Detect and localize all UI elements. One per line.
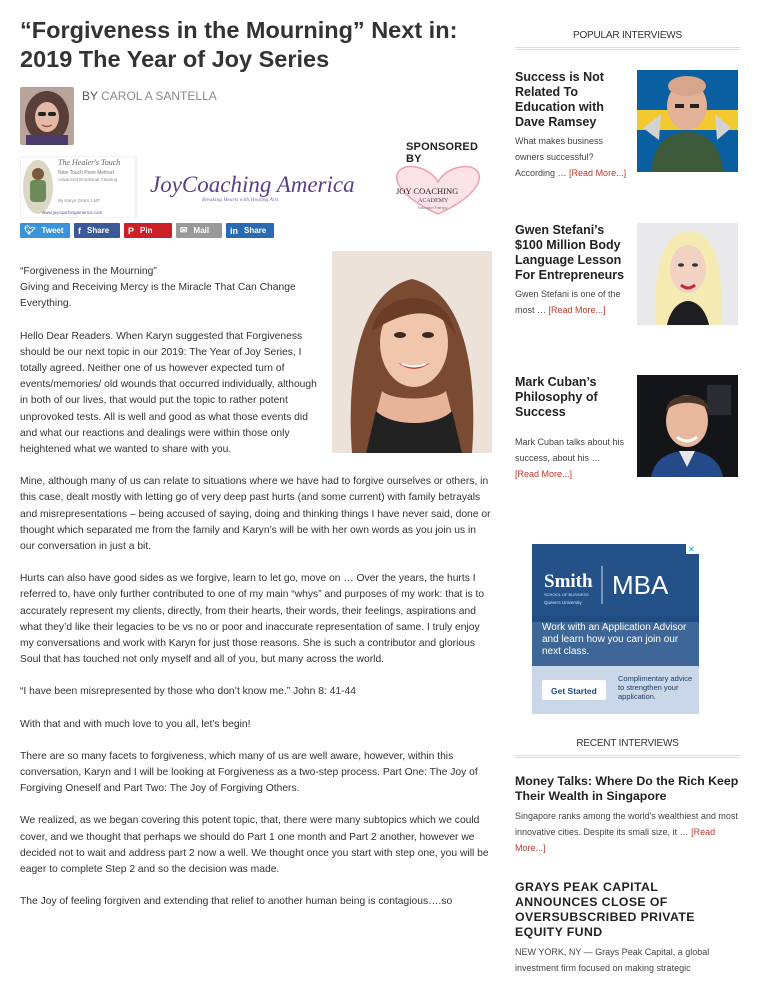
recent-item-title[interactable]: Money Talks: Where Do the Rich Keep Their Wealth in Singapore xyxy=(515,774,739,803)
read-more-link[interactable]: [Read More...] xyxy=(515,827,716,853)
author-name[interactable]: CAROL A SANTELLA xyxy=(101,89,217,103)
healers-touch-logo[interactable] xyxy=(20,156,136,218)
healers-touch-title: The Healer's Touch xyxy=(58,158,121,167)
academy-line2: ACADEMY xyxy=(418,198,449,204)
joy-coaching-america-logo[interactable] xyxy=(150,172,355,203)
popular-item-excerpt: Mark Cuban talks about his success, about his … xyxy=(515,437,625,463)
paragraph: “I have been misrepresented by those who don’t know me.” John 8: 41-44 xyxy=(20,686,356,698)
paragraph: With that and with much love to you all, let’s begin! xyxy=(20,718,251,730)
recent-item xyxy=(515,880,740,976)
sponsored-label: SPONSORED BY xyxy=(406,141,479,165)
article-title: “Forgiveness in the Mourning” Next in: 2019 The Year of Joy Series xyxy=(20,17,458,72)
paragraph: We realized, as we began covering this potent topic, that, there were many subtopics which we could cover, and we thought that perhaps we should do Part 1 one month and Part 2 another, however we decided not to wait and address part 2 now a well. We thought once you start with step one, you will be eager to complete Step 2 and so the decision was made. xyxy=(20,815,489,876)
paragraph: There are so many facets to forgiveness, which many of us are well aware, however, within this conversation, Karyn and I will be looking at Forgiveness as a two-step process. Part One: The Joy of Forgiving Oneself and Part Two: The Joy of Forgiving Others. xyxy=(20,750,478,795)
popular-item xyxy=(515,375,740,482)
recent-item-title[interactable]: GRAYS PEAK CAPITAL ANNOUNCES CLOSE OF OVERSUBSCRIBED PRIVATE EQUITY FUND xyxy=(515,880,695,939)
popular-item xyxy=(515,70,740,181)
mail-icon: ✉ xyxy=(180,225,188,235)
byline xyxy=(20,87,217,145)
popular-item xyxy=(515,223,740,318)
share-buttons xyxy=(20,223,274,238)
paragraph: The Joy of feeling forgiven and extending that relief to another human being is contagious….so xyxy=(20,896,453,908)
healers-touch-sub2: Advanced Emotional Clearing xyxy=(58,177,118,182)
twitter-icon: 🐦︎ xyxy=(24,225,36,235)
popular-item-excerpt: What makes business owners successful? According … xyxy=(515,136,604,178)
mail-button[interactable]: ✉ Mail xyxy=(176,223,222,238)
ad-brand-sub2: Queen's University xyxy=(544,600,582,605)
joy-coaching-america-text: JoyCoaching America xyxy=(150,172,355,197)
popular-item-thumbnail[interactable] xyxy=(637,70,738,172)
tweet-button[interactable]: 🐦︎ Tweet xyxy=(20,223,70,238)
ad-brand: Smith xyxy=(544,571,593,592)
article-body xyxy=(20,264,492,927)
intro-line-1: “Forgiveness in the Mourning” xyxy=(20,266,157,277)
recent-item xyxy=(515,774,740,856)
linkedin-icon: in xyxy=(230,225,238,236)
healers-touch-sub: Nine Touch Point Method xyxy=(58,170,114,176)
joy-coaching-academy-logo[interactable] xyxy=(396,167,479,214)
intro-line-2: Giving and Receiving Mercy is the Miracle That Can Change Everything. xyxy=(20,282,296,310)
read-more-link[interactable]: [Read More...] xyxy=(515,469,573,479)
mba-advertisement[interactable] xyxy=(532,544,699,714)
healers-touch-url: www.joycoachingamerica.com xyxy=(42,210,103,215)
read-more-link[interactable]: [Read More...] xyxy=(548,305,606,315)
pinterest-icon: P xyxy=(128,225,135,236)
popular-item-thumbnail[interactable] xyxy=(637,375,738,477)
ad-side-text: Complimentary advice to strengthen your application. xyxy=(618,674,693,701)
ad-close-icon: ✕ xyxy=(688,545,695,554)
by-label: BY xyxy=(82,89,98,103)
paragraph: Hello Dear Readers. When Karyn suggested that Forgiveness should be our next topic in our 2019: The Year of Joy Series, I totally agreed. Neither one of us however expected turn of events/memories/ old wounds that occurred individually, although in both of our lives, that would put the topic to rather potent unprovoked tests. All is well and good as what those events did and what our reactions and dealings were within those only heightened what we wanted to share with you. xyxy=(20,330,317,456)
facebook-share-button[interactable]: f Share xyxy=(74,223,120,238)
linkedin-share-button[interactable]: in Share xyxy=(226,223,274,238)
popular-item-excerpt: Gwen Stefani is one of the most … xyxy=(515,289,621,315)
popular-interviews-heading: POPULAR INTERVIEWS xyxy=(515,30,740,50)
popular-item-title[interactable]: Gwen Stefani’s $100 Million Body Language Lesson For Entrepreneurs xyxy=(515,223,625,282)
ad-program: MBA xyxy=(612,570,669,600)
healers-touch-author: By Karyn Grant, LMT xyxy=(58,198,101,203)
ad-brand-sub: SCHOOL OF BUSINESS xyxy=(544,592,589,597)
popular-item-title[interactable]: Success is Not Related To Education with Dave Ramsey xyxy=(515,70,604,129)
sponsor-logos xyxy=(20,156,492,218)
recent-interviews-heading: RECENT INTERVIEWS xyxy=(515,738,740,758)
sidebar xyxy=(515,30,740,973)
facebook-icon: f xyxy=(78,225,81,236)
ad-headline: Work with an Application Advisor and learn how you can join our next class. xyxy=(542,622,687,657)
author-avatar[interactable] xyxy=(20,87,74,145)
academy-line3: Education Therapy xyxy=(418,206,448,210)
paragraph: Hurts can also have good sides as we forgive, learn to let go, move on … Over the years, the hurts I referred to, have only further contributed to one of my main “whys” and purposes of my work: that is to accurately represent my clients, directly, from their hearts, their words, their feelings, aspirations and what they’d like their legacies to be vs no or poor and inaccurate representation of same. I truly enjoy my conversations and work with Karyn for just those reasons. She is such a contributor and glorious Soul that has touched not only myself and all of you, but many across the world. xyxy=(20,573,485,666)
article xyxy=(20,16,492,908)
recent-item-excerpt: Singapore ranks among the world's wealthiest and most innovative cities. Despite its small size, it … xyxy=(515,811,738,837)
academy-line1: JOY COACHING xyxy=(396,186,459,196)
joy-coaching-tagline: Breaking Hearts with Healing Arts xyxy=(202,197,279,203)
recent-item-excerpt: NEW YORK, NY — Grays Peak Capital, a global investment firm focused on making strategic xyxy=(515,947,710,973)
popular-item-title[interactable]: Mark Cuban’s Philosophy of Success xyxy=(515,375,598,419)
popular-item-thumbnail[interactable] xyxy=(637,223,738,325)
read-more-link[interactable]: [Read More...] xyxy=(569,168,627,178)
paragraph: Mine, although many of us can relate to situations where we have had to forgive ourselves or others, in this case, dealt mostly with letting go of very deep past hurts (and some current) with family betrayals and misrepresentations – being accused of saying, doing and thinking things I have never said, done or thought which separated me from the family and Karyn’s will be with her own words as you join us in our conversation in just a bit. xyxy=(20,476,491,553)
pinterest-button[interactable]: P Pin xyxy=(124,223,172,238)
ad-cta-button: Get Started xyxy=(551,686,597,696)
